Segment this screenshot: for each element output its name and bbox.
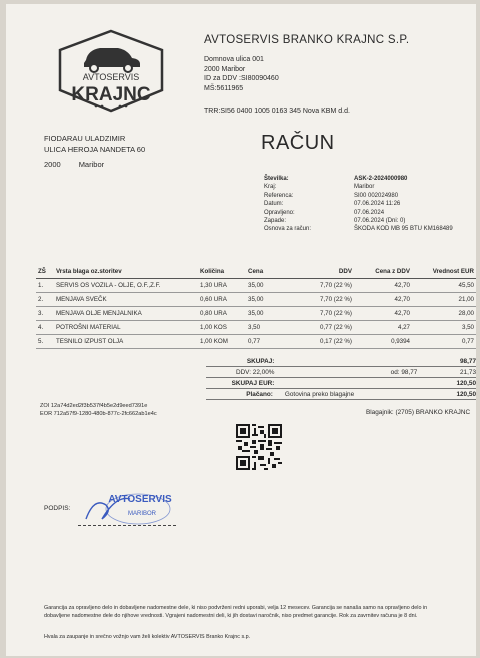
company-name: AVTOSERVIS BRANKO KRAJNC S.P. xyxy=(204,34,410,46)
table-row: 1. SERVIS OS VOZILA - OLJE, O.F.,Z.F. 1,30 URA 35,00 7,70 (22 %) 42,70 45,50 xyxy=(36,279,476,293)
meta-row: Opravljeno: 07.06.2024 xyxy=(264,209,385,216)
company-trr: TRR:SI56 0400 1005 0163 345 Nova KBM d.d. xyxy=(204,108,350,115)
table-header-row xyxy=(36,267,476,279)
table-row: 2. MENJAVA SVEČK 0,60 URA 35,00 7,70 (22 %) 42,70 21,00 xyxy=(36,293,476,307)
col-header: Cena z DDV xyxy=(354,267,412,279)
col-header: Količina xyxy=(198,267,246,279)
col-header: ZŠ xyxy=(36,267,54,279)
total-row: SKUPAJ EUR: 120,50 xyxy=(206,378,476,389)
company-address: Domnova ulica 001 xyxy=(204,56,264,63)
customer-city-line xyxy=(44,159,145,170)
customer-street: ULICA HEROJA NANDETA 60 xyxy=(44,145,146,154)
meta-row: Zapade: 07.06.2024 (Dni: 0) xyxy=(264,218,406,225)
col-header: Vrednost EUR xyxy=(412,267,476,279)
customer-block xyxy=(44,133,145,170)
meta-row: Kraj: Maribor xyxy=(264,184,375,191)
meta-row: Referenca: SI00 002024980 xyxy=(264,192,399,199)
meta-row: Datum: 07.06.2024 11:26 xyxy=(264,201,401,208)
thanks-text: Hvala za zaupanje in srečno vožnjo vam želi kolektiv AVTOSERVIS Branko Krajnc s.p. xyxy=(44,634,251,640)
company-details xyxy=(204,55,279,93)
eor-code: EOR 712a57f9-1280-480b-877c-2fc662ab1e4c xyxy=(40,411,157,417)
col-header: Vrsta blaga oz.storitev xyxy=(54,267,198,279)
company-stamp xyxy=(76,489,176,527)
cashier: Blagajnik: (2705) BRANKO KRAJNC xyxy=(366,409,471,416)
totals-block xyxy=(206,356,476,400)
fiscal-codes xyxy=(40,402,157,418)
table-row: 5. TESNILO IZPUST OLJA 1,00 KOM 0,77 0,17 (22 %) 0,9394 0,77 xyxy=(36,335,476,349)
svg-text:MARIBOR: MARIBOR xyxy=(127,511,157,517)
svg-text:AVTOSERVIS: AVTOSERVIS xyxy=(82,72,140,82)
total-row: Plačano: Gotovina preko blagajne 120,50 xyxy=(206,389,476,400)
signature-line xyxy=(78,525,176,526)
qr-code xyxy=(236,424,282,470)
signature-label: PODPIS: xyxy=(44,505,71,512)
col-header: DDV xyxy=(300,267,354,279)
col-header: Cena xyxy=(246,267,300,279)
svg-text:AVTOSERVIS: AVTOSERVIS xyxy=(108,494,172,505)
invoice-meta xyxy=(264,175,474,234)
invoice-title: RAČUN xyxy=(261,132,335,154)
customer-name: FIODARAU ULADZIMIR xyxy=(44,134,126,143)
guarantee-text: Garancija za opravljeno delo in dobavljene nadomestne dele, ki niso podvrženi redni uporabi, velja 12 mesecev. Garancija se nanaša samo na opravljeno delo in dobavljene nadomestne dele do njihove vrednosti. Vgrajeni nadomestni deli, ki jih dostavi naročnik, niso predmet garancije. Rok za zavrnitev računa je 8 dni. xyxy=(44,605,428,619)
items-table xyxy=(36,267,476,349)
company-ms: MŠ:5611965 xyxy=(204,84,244,92)
customer-postcode: 2000 xyxy=(44,160,61,169)
total-row: SKUPAJ: 98,77 xyxy=(206,356,476,367)
table-row: 4. POTROŠNI MATERIAL 1,00 KOS 3,50 0,77 (22 %) 4,27 3,50 xyxy=(36,321,476,335)
invoice-page xyxy=(6,4,476,656)
customer-city: Maribor xyxy=(78,160,105,169)
svg-text:KRAJNC: KRAJNC xyxy=(71,84,151,105)
company-city: 2000 Maribor xyxy=(204,65,246,73)
table-row: 3. MENJAVA OLJE MENJALNIKA 0,80 URA 35,00 7,70 (22 %) 42,70 28,00 xyxy=(36,307,476,321)
meta-row: Številka: ASK-2-2024000980 xyxy=(264,176,408,182)
total-row: DDV: 22,00% od: 98,77 21,73 xyxy=(206,367,476,378)
company-logo xyxy=(56,28,166,114)
company-vat-id: ID za DDV :SI80090460 xyxy=(204,75,279,82)
meta-row: Osnova za račun: ŠKODA KOD MB 95 BTU KM168489 xyxy=(264,226,453,233)
zoi-code: ZOI 12a74d2ed2f3b537f4b5e2d9eed7391e xyxy=(40,403,148,409)
